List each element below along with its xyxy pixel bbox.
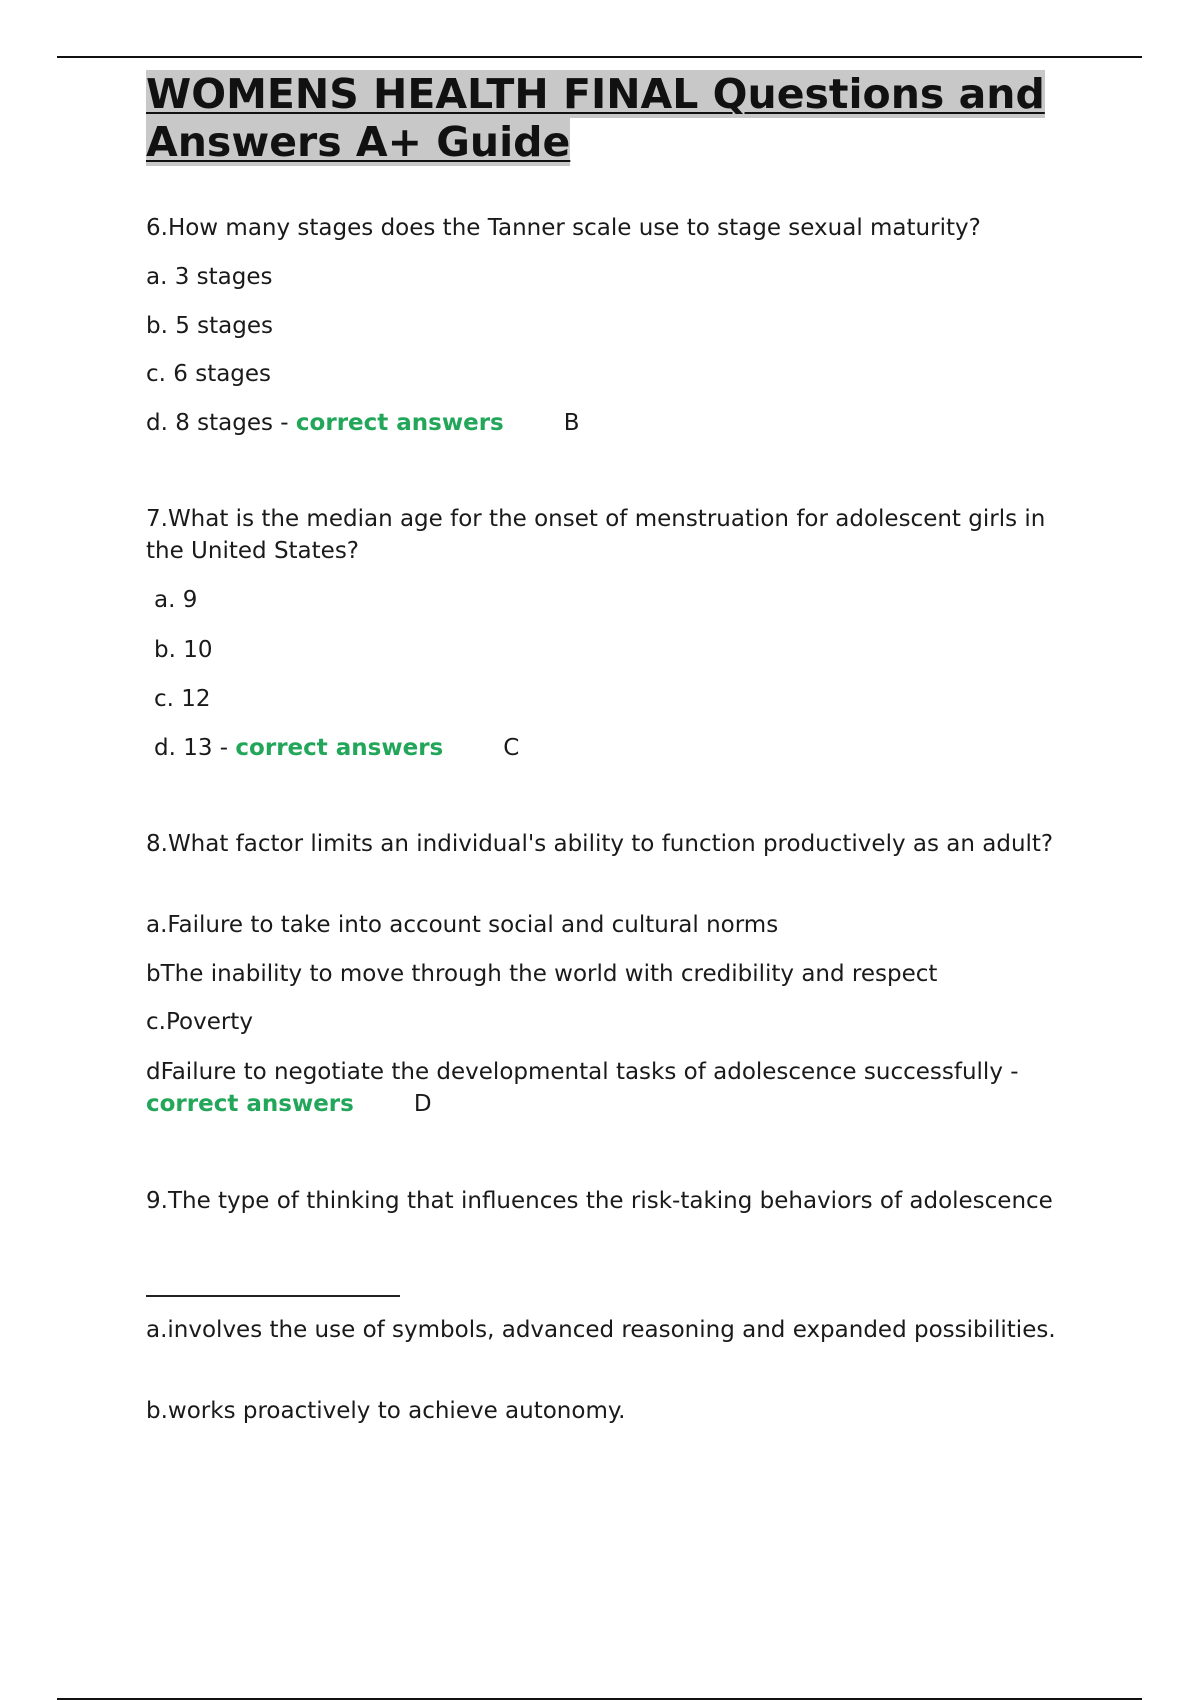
q7-option-a: a. 9 [154, 587, 198, 613]
q6-option-a: a. 3 stages [146, 264, 273, 290]
q7-option-c: c. 12 [154, 686, 211, 712]
question-8: 8.What factor limits an individual's ability to function productively as an adult? [146, 831, 1054, 857]
question-6: 6.How many stages does the Tanner scale use to stage sexual maturity? [146, 215, 981, 241]
q6-option-b: b. 5 stages [146, 313, 273, 339]
q8-option-b: bThe inability to move through the world with credibility and respect [146, 961, 938, 987]
q7-correct-label: correct answers [235, 735, 444, 761]
q7-option-b: b. 10 [154, 637, 213, 663]
q9-option-b: b.works proactively to achieve autonomy. [146, 1398, 626, 1424]
question-7: 7.What is the median age for the onset of menstruation for adolescent girls in the United States? [146, 506, 1046, 564]
top-rule [57, 56, 1142, 58]
q8-option-d [146, 1056, 1086, 1120]
answer-blank-line [146, 1295, 400, 1297]
q9-option-a: a.involves the use of symbols, advanced reasoning and expanded possibilities. [146, 1317, 1056, 1343]
q7-answer-letter: C [503, 735, 520, 761]
q6-option-c: c. 6 stages [146, 361, 272, 387]
q8-option-a: a.Failure to take into account social and cultural norms [146, 912, 779, 938]
question-9: 9.The type of thinking that influences the risk-taking behaviors of adolescence [146, 1188, 1053, 1214]
q6-option-d-text: d. 8 stages - [146, 410, 296, 436]
q8-correct-label: correct answers [146, 1091, 354, 1117]
page-title: WOMENS HEALTH FINAL Questions and Answers A+ Guide [146, 70, 1045, 166]
q7-option-d [154, 732, 519, 764]
q8-option-c: c.Poverty [146, 1009, 253, 1035]
q7-option-d-text: d. 13 - [154, 735, 236, 761]
q6-option-d [146, 407, 580, 439]
q8-option-d-text: dFailure to negotiate the developmental tasks of adolescence successfully - [146, 1059, 1019, 1085]
q6-answer-letter: B [563, 410, 580, 436]
q8-answer-letter: D [413, 1091, 432, 1117]
q6-correct-label: correct answers [295, 410, 504, 436]
